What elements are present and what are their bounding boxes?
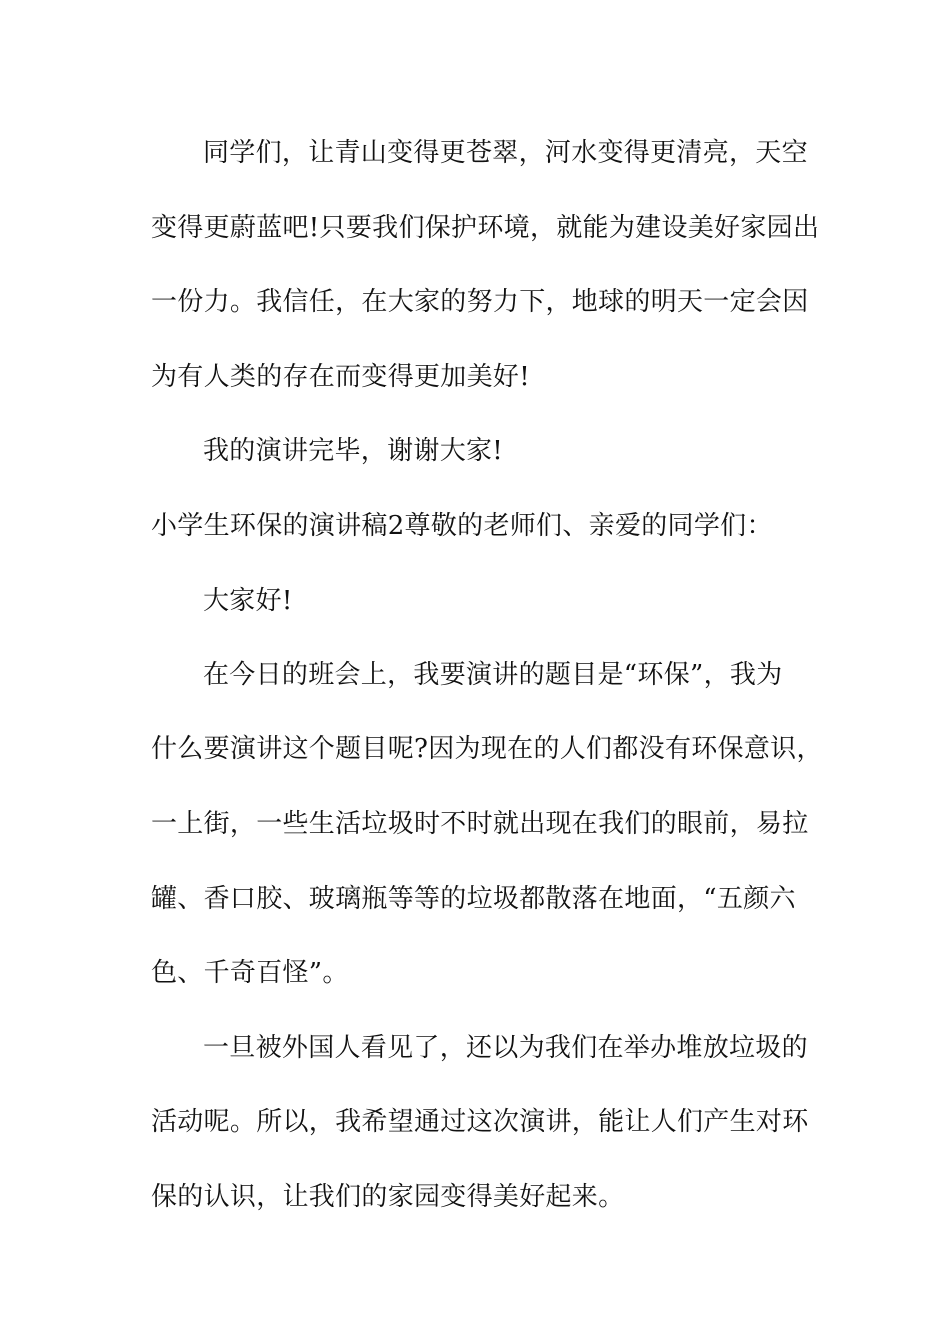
paragraph-line: 罐、香口胶、玻璃瓶等等的垃圾都散落在地面，“五颜六 bbox=[151, 884, 796, 914]
paragraph-line: 大家好! bbox=[203, 586, 293, 616]
paragraph-line: 一旦被外国人看见了，还以为我们在举办堆放垃圾的 bbox=[203, 1033, 808, 1063]
section-heading: 小学生环保的演讲稿2尊敬的老师们、亲爱的同学们： bbox=[151, 511, 773, 541]
paragraph-line: 我的演讲完毕，谢谢大家! bbox=[203, 436, 504, 466]
paragraph-line: 变得更蔚蓝吧!只要我们保护环境，就能为建设美好家园出 bbox=[151, 213, 820, 243]
paragraph-line: 一上街，一些生活垃圾时不时就出现在我们的眼前，易拉 bbox=[151, 809, 809, 839]
paragraph-line: 为有人类的存在而变得更加美好! bbox=[151, 362, 530, 392]
paragraph-line: 活动呢。所以，我希望通过这次演讲，能让人们产生对环 bbox=[151, 1107, 809, 1137]
paragraph-line: 一份力。我信任，在大家的努力下，地球的明天一定会因 bbox=[151, 287, 809, 317]
paragraph-line: 保的认识，让我们的家园变得美好起来。 bbox=[151, 1182, 625, 1212]
paragraph-line: 同学们，让青山变得更苍翠，河水变得更清亮，天空 bbox=[203, 138, 808, 168]
paragraph-line: 什么要演讲这个题目呢?因为现在的人们都没有环保意识， bbox=[151, 734, 823, 764]
paragraph-line: 在今日的班会上，我要演讲的题目是“环保”，我为 bbox=[203, 660, 783, 690]
paragraph-line: 色、千奇百怪”。 bbox=[151, 958, 349, 988]
